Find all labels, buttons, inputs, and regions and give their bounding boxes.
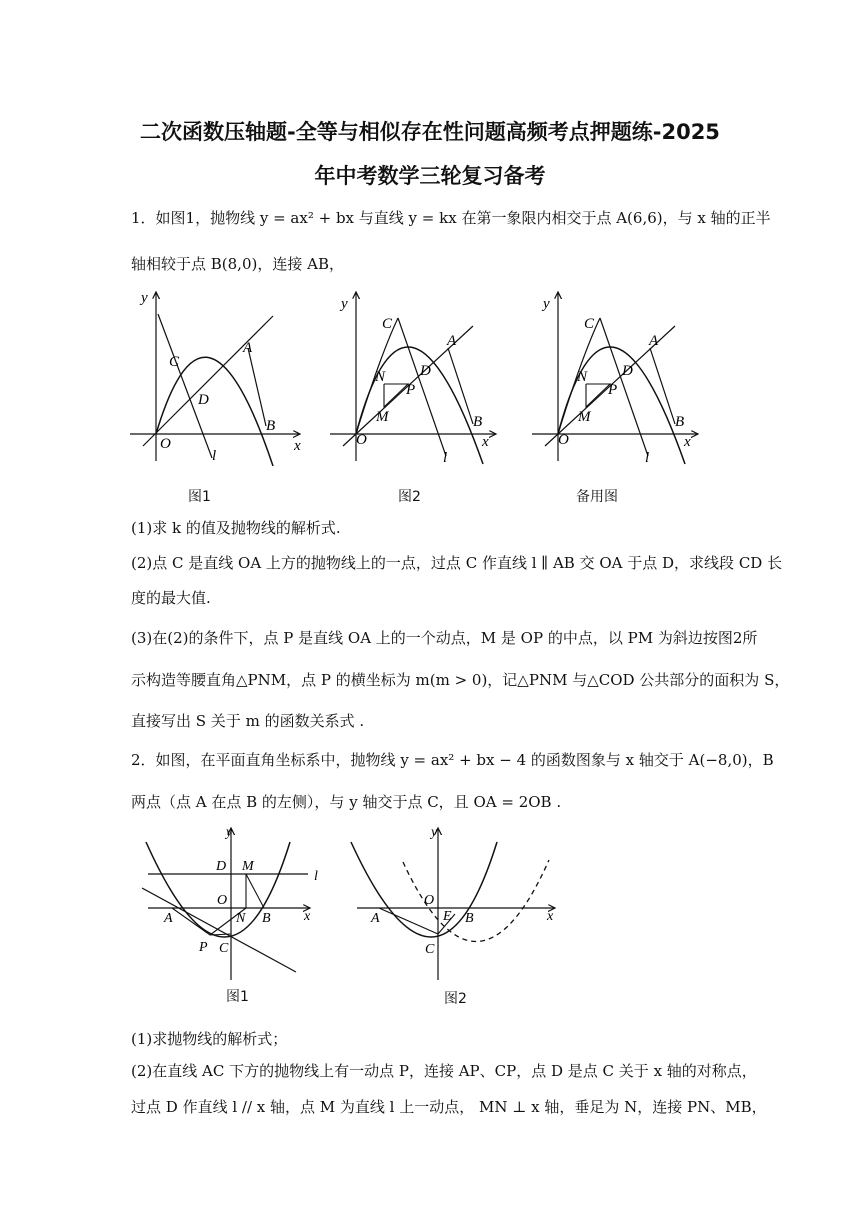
label-d: D xyxy=(198,392,209,408)
q2-sub2-line2: 过点 D 作直线 l // x 轴，点 M 为直线 l 上一动点， MN ⊥ x 轴，垂足为 N，连接 PN、MB， xyxy=(131,1098,767,1116)
triangle-pnm xyxy=(586,384,610,407)
q1-sub2-line1: (2)点 C 是直线 OA 上方的抛物线上的一点，过点 C 作直线 l ∥ AB 交 OA 于点 D，求线段 CD 长 xyxy=(131,554,783,572)
q1-sub2-line2: 度的最大值. xyxy=(131,589,211,607)
q2-sub1: (1)求抛物线的解析式； xyxy=(131,1030,288,1048)
path-apc xyxy=(172,908,231,935)
label-l: l xyxy=(443,450,448,466)
q1-caption-1: 图1 xyxy=(188,489,211,505)
label-a: A xyxy=(243,340,253,356)
label-n: N xyxy=(236,911,246,926)
label-e: E xyxy=(443,909,452,924)
q1-text-line1: 1．如图1，抛物线 y = ax² + bx 与直线 y = kx 在第一象限内相交于点 A(6,6)，与 x 轴的正半 xyxy=(131,209,771,227)
q1-figure-spare xyxy=(530,286,710,466)
label-a: A xyxy=(649,333,659,349)
q2-text-line2: 两点（点 A 在点 B 的左侧），与 y 轴交于点 C，且 OA = 2OB . xyxy=(131,793,562,811)
q1-figure-2 xyxy=(328,286,508,466)
label-c: C xyxy=(584,316,595,332)
label-x: x xyxy=(304,909,311,924)
label-l: l xyxy=(314,869,318,884)
label-o: O xyxy=(558,432,569,448)
segment-ab xyxy=(248,348,266,426)
label-y: y xyxy=(341,296,348,312)
label-a: A xyxy=(447,333,457,349)
label-p: P xyxy=(199,940,208,955)
label-c: C xyxy=(382,316,393,332)
segment-ab xyxy=(650,348,675,424)
label-m: M xyxy=(376,409,389,425)
label-y: y xyxy=(431,825,438,840)
label-a: A xyxy=(371,911,380,926)
label-o: O xyxy=(356,432,367,448)
label-c: C xyxy=(219,941,229,956)
label-l: l xyxy=(645,450,650,466)
label-n: N xyxy=(577,369,588,385)
q2-figure-2 xyxy=(345,822,560,982)
q1-sub3-line2: 示构造等腰直角△PNM，点 P 的横坐标为 m(m > 0)，记△PNM 与△COD 公共部分的面积为 S， xyxy=(131,671,790,689)
label-m: M xyxy=(578,409,591,425)
label-b: B xyxy=(465,911,474,926)
q2-text-line1: 2．如图，在平面直角坐标系中，抛物线 y = ax² + bx − 4 的函数图象与 x 轴交于 A(−8,0)，B xyxy=(131,751,774,769)
label-c: C xyxy=(169,354,180,370)
label-b: B xyxy=(473,414,483,430)
label-b: B xyxy=(266,418,276,434)
q1-sub3-line1: (3)在(2)的条件下，点 P 是直线 OA 上的一个动点，M 是 OP 的中点，以 PM 为斜边按图2所 xyxy=(131,629,758,647)
label-o: O xyxy=(160,436,171,452)
q1-figure-1 xyxy=(128,286,308,466)
q2-figure-1 xyxy=(138,822,328,982)
q1-sub1: (1)求 k 的值及抛物线的解析式. xyxy=(131,519,341,537)
label-m: M xyxy=(242,859,254,874)
triangle-pnm xyxy=(384,384,408,407)
label-o: O xyxy=(217,893,228,908)
label-d: D xyxy=(216,859,227,874)
label-c: C xyxy=(425,942,435,957)
label-p: P xyxy=(406,382,416,398)
label-y: y xyxy=(543,296,550,312)
q2-caption-2: 图2 xyxy=(444,991,467,1007)
label-o: O xyxy=(424,893,435,908)
q1-sub3-line3: 直接写出 S 关于 m 的函数关系式 . xyxy=(131,712,365,730)
q1-text-line2: 轴相较于点 B(8,0)，连接 AB， xyxy=(131,255,344,273)
segment-ab xyxy=(448,348,473,424)
q2-caption-1: 图1 xyxy=(226,989,249,1005)
label-d: D xyxy=(622,363,633,379)
label-n: N xyxy=(375,369,386,385)
q1-caption-spare: 备用图 xyxy=(576,489,618,505)
label-y: y xyxy=(141,290,148,306)
label-d: D xyxy=(420,363,431,379)
page-title-line1: 二次函数压轴题-全等与相似存在性问题高频考点押题练-2025 xyxy=(140,120,720,144)
segment-ac xyxy=(379,908,438,934)
label-x: x xyxy=(482,434,489,450)
q2-sub2-line1: (2)在直线 AC 下方的抛物线上有一动点 P，连接 AP、CP，点 D 是点 C 关于 x 轴的对称点， xyxy=(131,1062,757,1080)
label-p: P xyxy=(608,382,618,398)
line-oa xyxy=(143,316,276,446)
page-title-line2: 年中考数学三轮复习备考 xyxy=(314,164,546,188)
label-l: l xyxy=(212,448,217,464)
label-y: y xyxy=(226,825,233,840)
label-x: x xyxy=(547,909,554,924)
label-a: A xyxy=(164,911,173,926)
q1-caption-2: 图2 xyxy=(398,489,421,505)
label-b: B xyxy=(262,911,271,926)
label-x: x xyxy=(684,434,691,450)
label-b: B xyxy=(675,414,685,430)
segment-mb xyxy=(246,874,264,908)
label-x: x xyxy=(294,438,301,454)
